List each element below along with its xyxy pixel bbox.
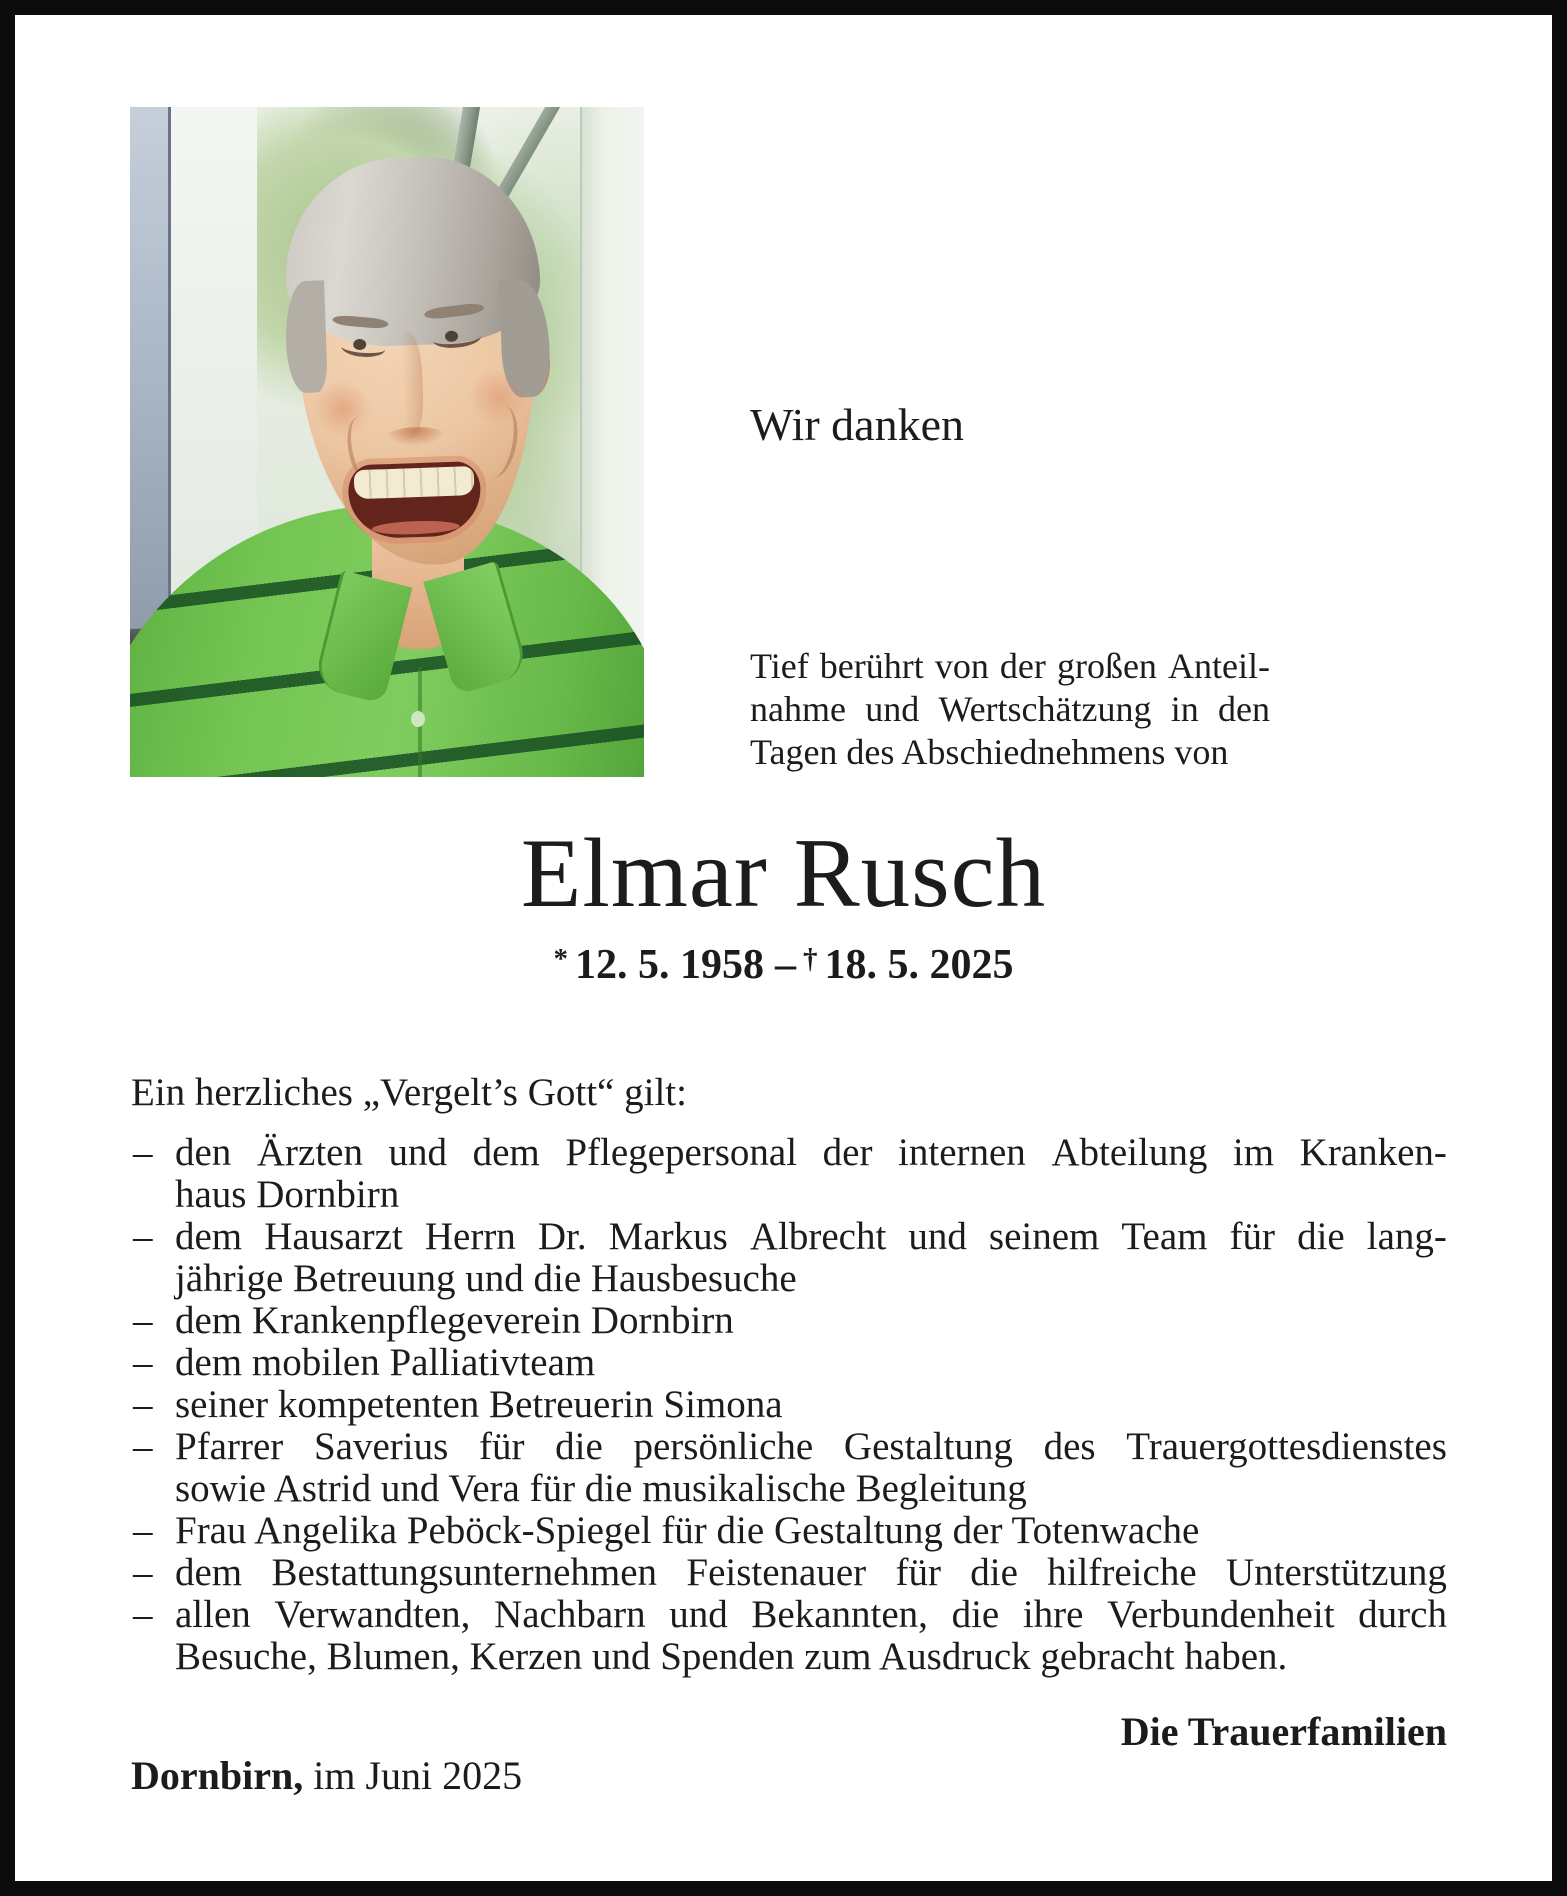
list-item: – Pfarrer Saverius für die persönliche Gestaltung des Trauergottesdienstes	[131, 1426, 1447, 1468]
list-item-cont: sowie Astrid und Vera für die musikalische Begleitung	[175, 1467, 1027, 1510]
death-date: 18. 5. 2025	[824, 942, 1014, 988]
list-item: – allen Verwandten, Nachbarn und Bekannten, die ihre Verbundenheit durch	[131, 1594, 1447, 1636]
list-item: – den Ärzten und dem Pflegepersonal der internen Abteilung im Kranken-	[131, 1132, 1447, 1174]
thanks-list	[131, 1132, 1447, 1678]
mourning-families-signature: Die Trauerfamilien	[1120, 1709, 1447, 1754]
list-item: – seiner kompetenten Betreuerin Simona	[131, 1384, 1447, 1426]
place: Dornbirn,	[131, 1753, 304, 1798]
lower-lip	[371, 520, 459, 536]
death-cross-symbol: †	[803, 943, 818, 975]
list-item-cont: jährige Betreuung und die Hausbesuche	[175, 1257, 797, 1300]
place-date-line	[131, 1753, 523, 1798]
list-item: – dem Bestattungsunternehmen Feistenauer für die hilfreiche Unterstützung	[131, 1552, 1447, 1594]
list-item: – dem mobilen Palliativteam	[131, 1342, 1447, 1384]
intro-line: nahme und Wertschätzung in den	[750, 689, 1270, 729]
shirt-button	[411, 711, 425, 727]
list-item-cont: Besuche, Blumen, Kerzen und Spenden zum Ausdruck gebracht haben.	[175, 1635, 1288, 1678]
intro-line: Tief berührt von der großen Anteil-	[750, 646, 1270, 686]
head	[291, 161, 543, 569]
life-dates	[120, 944, 1447, 986]
cheek-left	[312, 379, 372, 439]
list-item: – dem Hausarzt Herrn Dr. Markus Albrecht und seinem Team für die lang-	[131, 1216, 1447, 1258]
list-item: – Frau Angelika Peböck-Spiegel für die Gestaltung der Totenwache	[131, 1510, 1447, 1552]
birth-date: 12. 5. 1958	[575, 942, 764, 988]
deceased-name: Elmar Rusch	[520, 819, 1047, 928]
intro-paragraph	[750, 645, 1270, 774]
thanks-heading: Ein herzliches „Vergelt’s Gott“ gilt:	[131, 1071, 687, 1114]
list-item: – dem Krankenpflegeverein Dornbirn	[131, 1300, 1447, 1342]
portrait-photo	[130, 107, 644, 777]
date-separator: –	[775, 942, 796, 988]
cheek-right	[468, 367, 528, 427]
list-item-cont: haus Dornbirn	[175, 1173, 400, 1216]
intro-heading: Wir danken	[750, 399, 965, 450]
birth-star-symbol: *	[553, 943, 568, 975]
intro-line: Tagen des Abschiednehmens von	[750, 732, 1229, 772]
issue-date: im Juni 2025	[313, 1753, 523, 1798]
teeth	[354, 466, 475, 499]
